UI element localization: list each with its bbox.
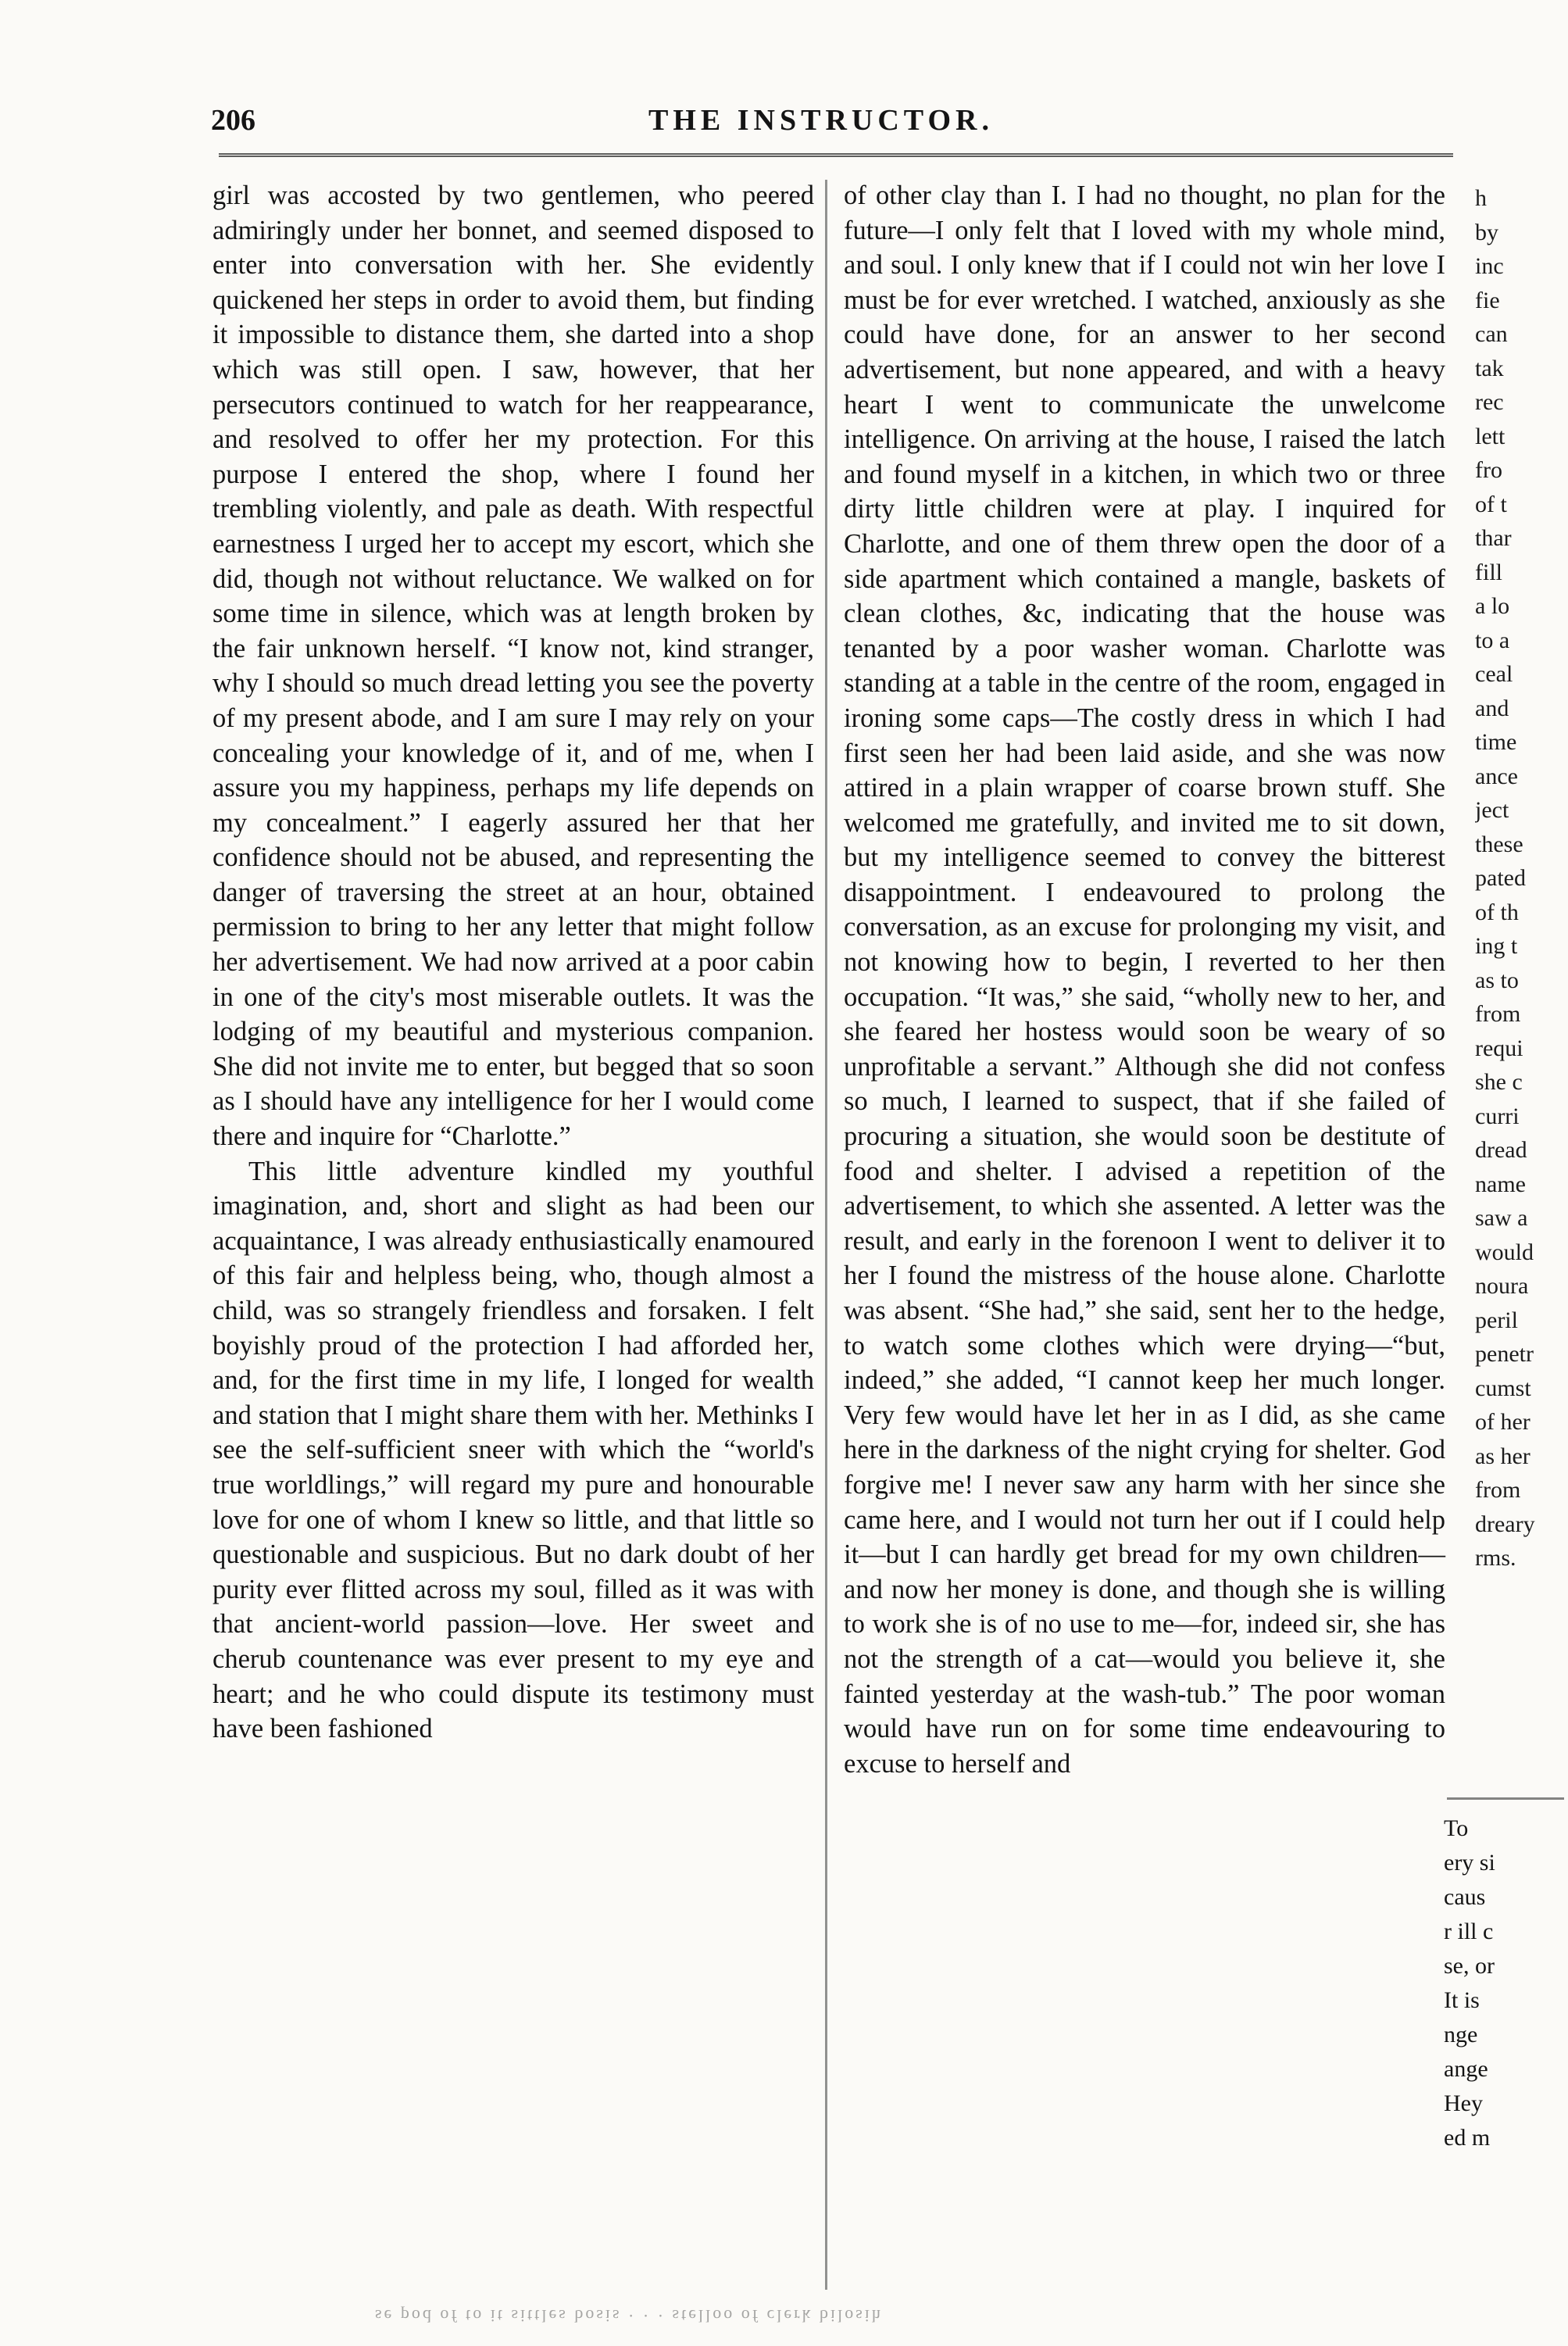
column-divider xyxy=(825,180,827,2290)
margin-fragment: name xyxy=(1475,1171,1526,1197)
margin-fragment: dreary xyxy=(1475,1511,1535,1537)
margin-fragment: To xyxy=(1444,1815,1469,1841)
right-column xyxy=(844,178,1445,1781)
margin-fragment: thar xyxy=(1475,525,1512,551)
left-paragraph-1: girl was accosted by two gentlemen, who peered admiringly under her bonnet, and seemed disposed to enter into conversation with her. She evidently quickened her steps in order to avoid them, but finding it impossible to distance them, she darted into a shop which was still open. I saw, however, that her persecutors continued to watch for her reappearance, and resolved to offer her my protection. For this purpose I entered the shop, where I found her trembling violently, and pale as death. With respectful earnestness I urged her to accept my escort, which she did, though not without reluctance. We walked on for some time in silence, which was at length broken by the fair unknown herself. “I know not, kind stranger, why I should so much dread letting you see the poverty of my present abode, and I am sure I may rely on your concealing your knowledge of it, and of me, when I assure you my happiness, perhaps my life depends on my concealment.” I eagerly assured her that her confidence should not be abused, and representing the danger of traversing the street at an hour, obtained permission to bring to her any letter that might follow her advertisement. We had now arrived at a poor cabin in one of the city's most miserable outlets. It was the lodging of my beautiful and mysterious companion. She did not invite me to enter, but begged that so soon as I should have any intelligence for her I would come there and inquire for “Charlotte.” xyxy=(213,181,814,1152)
margin-fragment: dread xyxy=(1475,1137,1527,1163)
margin-fragment: tak xyxy=(1475,355,1504,381)
bleed-through-footer: se pod of to it sittles bosis · · · stelloo of clerk bilosih xyxy=(375,2306,883,2326)
margin-fragment: inc xyxy=(1475,253,1504,279)
margin-fragment: of t xyxy=(1475,491,1507,517)
margin-fragment: fie xyxy=(1475,287,1500,313)
header-rule xyxy=(219,153,1453,157)
margin-fragment: ery si xyxy=(1444,1850,1495,1876)
right-paragraph-1: of other clay than I. I had no thought, no plan for the future—I only felt that I loved with my whole mind, and soul. I only knew that if I could not win her love I must be for ever wretched. I watched, anxiously as she could have done, for an answer to her second advertisement, but none appeared, and with a heavy heart I went to communicate the unwelcome intelligence. On arriving at the house, I raised the latch and found myself in a kitchen, in which two or three dirty little children were at play. I inquired for Charlotte, and one of them threw open the door of a side apartment which contained a mangle, baskets of clean clothes, &c, indicating that the house was tenanted by a poor washer woman. Charlotte was standing at a table in the centre of the room, engaged in ironing some caps—The costly dress in which I had first seen her had been laid aside, and she was now attired in a plain wrapper of coarse brown stuff. She welcomed me gratefully, and invited me to sit down, but my intelligence seemed to convey the bitterest disappointment. I endeavoured to prolong the conversation, as an excuse for prolonging my visit, and not knowing how to begin, I reverted to her then occupation. “It was,” she said, “wholly new to her, and she feared her hostess would soon be weary of so unprofitable a servant.” Although she did not confess so much, I learned to suspect, that if she failed of procuring a situation, she would soon be destitute of food and shelter. I advised a repetition of the advertisement, to which she assented. A letter was the result, and early in the forenoon I went to deliver it to her I found the mistress of the house alone. Charlotte was absent. “She had,” she said, sent her to the hedge, to watch some clothes which were drying—“but, indeed,” she added, “I cannot keep her much longer. Very few would have let her in as I did, as she came here in the darkness of the night crying for shelter. God forgive me! I never saw any harm with her since she came here, and I would not turn her out if I could help it—but I can hardly get bread for my own children—and now her money is done, and though she is willing to work she is of no use to me—for, indeed sir, she has not the strength of a cat—would you believe it, she fainted yesterday at the wash-tub.” The poor woman would have run on for some time endeavouring to excuse to herself and xyxy=(844,181,1445,1779)
page-number: 206 xyxy=(211,104,255,137)
margin-fragment: rms. xyxy=(1475,1545,1516,1571)
margin-fragment: curri xyxy=(1475,1103,1520,1129)
margin-fragment: caus xyxy=(1444,1884,1486,1910)
margin-fragment: Hey xyxy=(1444,2090,1483,2116)
margin-fragment: of th xyxy=(1475,899,1519,925)
margin-fragment: ing t xyxy=(1475,933,1518,959)
margin-fragment: se, or xyxy=(1444,1953,1495,1979)
margin-fragment: fill xyxy=(1475,559,1502,585)
margin-fragment: r ill c xyxy=(1444,1919,1494,1944)
adjacent-page-fragments-upper xyxy=(1475,181,1561,1575)
margin-fragment: of her xyxy=(1475,1409,1530,1435)
margin-fragment: It is xyxy=(1444,1987,1480,2013)
margin-fragment: ange xyxy=(1444,2056,1488,2082)
margin-fragment: fro xyxy=(1475,457,1502,483)
margin-fragment: penetr xyxy=(1475,1341,1534,1367)
left-paragraph-2: This little adventure kindled my youthful imagination, and, short and slight as had been our acquaintance, I was already enthusiastically enamoured of this fair and helpless being, who, though almost a child, was so strangely friendless and forsaken. I felt boyishly proud of the protection I had afforded her, and, for the first time in my life, I longed for wealth and station that I might share them with her. Methinks I see the self-sufficient sneer with which the “world's true worldlings,” will regard my pure and honourable love for one of whom I knew so little, and that little so questionable and suspicious. But no dark doubt of her purity ever flitted across my soul, filled as it was with that ancient-world passion—love. Her sweet and cherub countenance was ever present to my eye and heart; and he who could dispute its testimony must have been fashioned xyxy=(213,1156,814,1744)
margin-fragment: lett xyxy=(1475,423,1505,449)
margin-fragment: as to xyxy=(1475,967,1519,993)
margin-fragment: noura xyxy=(1475,1273,1529,1299)
adjacent-page-rule xyxy=(1447,1797,1564,1800)
margin-fragment: peril xyxy=(1475,1307,1518,1333)
margin-fragment: nge xyxy=(1444,2022,1478,2047)
margin-fragment: saw a xyxy=(1475,1205,1528,1231)
running-head: THE INSTRUCTOR. xyxy=(648,104,994,137)
margin-fragment: time xyxy=(1475,729,1517,755)
margin-fragment: to a xyxy=(1475,627,1510,653)
margin-fragment: requi xyxy=(1475,1035,1523,1061)
margin-fragment: as her xyxy=(1475,1443,1530,1469)
margin-fragment: a lo xyxy=(1475,593,1510,619)
adjacent-page-fragments-lower xyxy=(1444,1811,1561,2155)
margin-fragment: and xyxy=(1475,695,1509,721)
margin-fragment: pated xyxy=(1475,865,1526,891)
margin-fragment: cumst xyxy=(1475,1375,1531,1401)
margin-fragment: these xyxy=(1475,831,1523,857)
margin-fragment: rec xyxy=(1475,389,1504,415)
margin-fragment: can xyxy=(1475,321,1508,347)
margin-fragment: ject xyxy=(1475,797,1509,823)
margin-fragment: from xyxy=(1475,1477,1521,1503)
margin-fragment: she c xyxy=(1475,1069,1523,1095)
margin-fragment: would xyxy=(1475,1239,1534,1265)
margin-fragment: by xyxy=(1475,219,1498,245)
margin-fragment: from xyxy=(1475,1001,1521,1027)
margin-fragment: h xyxy=(1475,185,1487,211)
margin-fragment: ceal xyxy=(1475,661,1513,687)
margin-fragment: ed m xyxy=(1444,2125,1491,2151)
margin-fragment: ance xyxy=(1475,763,1518,789)
page-header xyxy=(211,103,1461,150)
left-column xyxy=(213,178,814,1747)
